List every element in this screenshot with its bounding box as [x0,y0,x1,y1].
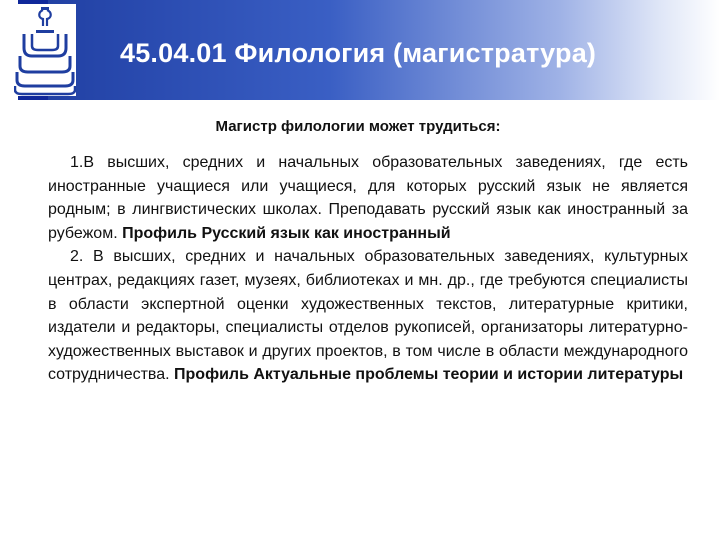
item1-profile: Профиль Русский язык как иностранный [122,224,451,242]
section-heading-text: Магистр филологии может трудиться: [215,118,501,135]
item1-text: 1.В высших, средних и начальных образовательных заведениях, где есть иностранные учащиеся или учащиеся, для которых русский язык не является родным; в лингвистических школах. Преподавать русский язык как иностранный за рубежом. [48,154,688,242]
page-title: 45.04.01 Филология (магистратура) [120,38,597,68]
university-emblem-icon [14,4,76,96]
list-item [48,245,688,387]
item2-text: 2. В высших, средних и начальных образовательных заведениях, культурных центрах, редакциях газет, музеях, библиотеках и мн. др., где требуются специалисты в области экспертной оценки художественных текстов, литературные критики, издатели и редакторы, специалисты отделов рукописей, организаторы литературно-художественных выставок и других проектов, в том числе в области международного сотрудничества. [48,248,688,384]
list-item [48,151,688,245]
item2-profile: Профиль Актуальные проблемы теории и истории литературы [174,366,684,384]
section-heading [0,118,720,135]
content-body [48,151,688,387]
